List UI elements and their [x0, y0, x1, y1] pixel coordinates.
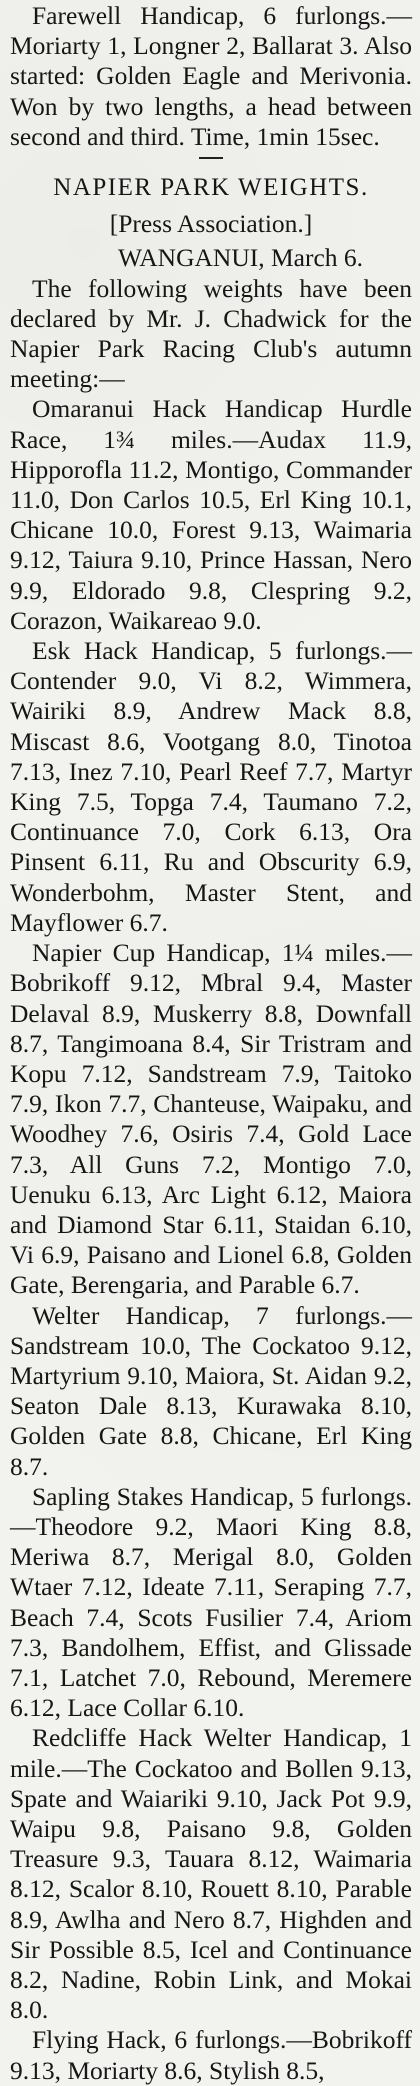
flying-hack-weights: Flying Hack, 6 furlongs.—Bobrikoff 9.13, Moriarty 8.6, Stylish 8.5, — [10, 2025, 412, 2085]
dateline: WANGANUI, March 6. — [118, 243, 364, 273]
esk-hack-weights: Esk Hack Handicap, 5 furlongs.—Contender 9.0, Vi 8.2, Wimmera, Wairiki 8.9, Andrew Mack 8.8, Miscast 8.6, Vootgang 8.0, Tinotoa 7.13, Inez 7.10, Pearl Reef 7.7, Martyr King 7.5, Topga 7.4, Taumano 7.2, Continuance 7.0, Cork 6.13, Ora Pinsent 6.11, Ru and Obscurity 6.9, Wonderbohm, Master Stent, and Mayflower 6.7. — [10, 636, 412, 937]
napier-cup-weights: Napier Cup Handicap, 1¼ miles.—Bobrikoff 9.12, Mbral 9.4, Master Delaval 8.9, Muskerry 8.8, Downfall 8.7, Tangimoana 8.4, Sir Tristram and Kopu 7.12, Sandstream 7.9, Taitoko 7.9, Ikon 7.7, Chanteuse, Waipaku, and Woodhey 7.6, Osiris 7.4, Gold Lace 7.3, All Guns 7.2, Montigo 7.0, Uenuku 6.13, Arc Light 6.12, Maiora and Diamond Star 6.11, Staidan 6.10, Vi 6.9, Paisano and Lionel 6.8, Golden Gate, Berengaria, and Parable 6.7. — [10, 938, 412, 1300]
sapling-stakes-weights: Sapling Stakes Handicap, 5 furlongs.—Theodore 9.2, Maori King 8.8, Meriwa 8.7, Merigal 8.0, Golden Wtaer 7.12, Ideate 7.11, Seraping 7.7, Beach 7.4, Scots Fusilier 7.4, Ariom 7.3, Bandolhem, Effist, and Glissade 7.1, Latchet 7.0, Rebound, Meremere 6.12, Lace Collar 6.10. — [10, 1481, 412, 1723]
omaranui-hurdle-weights: Omaranui Hack Handicap Hurdle Race, 1¾ miles.—Audax 11.9, Hipporofla 11.2, Montigo, Commander 11.0, Don Carlos 10.5, Erl King 10.1, Chicane 10.0, Forest 9.13, Waimaria 9.12, Taiura 9.10, Prince Hassan, Nero 9.9, Eldorado 9.8, Clespring 9.2, Corazon, Waikareao 9.0. — [10, 394, 412, 635]
farewell-handicap-result: Farewell Handicap, 6 furlongs.—Moriarty 1, Longner 2, Ballarat 3. Also started: Golden Eagle and Merivonia. Won by two lengths, a head between second and third. Time, 1min 15sec. — [10, 1, 412, 151]
article-heading: NAPIER PARK WEIGHTS. — [53, 174, 369, 202]
intro-paragraph: The following weights have been declared by Mr. J. Chadwick for the Napier Park Racing Club's autumn meeting:— — [10, 273, 412, 394]
section-divider — [199, 157, 223, 159]
welter-handicap-weights: Welter Handicap, 7 furlongs.—Sandstream 10.0, The Cockatoo 9.12, Martyrium 9.10, Maiora, St. Aidan 9.2, Seaton Dale 8.13, Kurawaka 8.10, Golden Gate 8.8, Chicane, Erl King 8.7. — [10, 1300, 412, 1481]
agency-credit: [Press Association.] — [109, 209, 313, 239]
redcliffe-welter-weights: Redcliffe Hack Welter Handicap, 1 mile.—The Cockatoo and Bollen 9.13, Spate and Waiariki 9.10, Jack Pot 9.9, Waipu 9.8, Paisano 9.8, Golden Treasure 9.3, Tauara 8.12, Waimaria 8.12, Scalor 8.10, Rouett 8.10, Parable 8.9, Awlha and Nero 8.7, Highden and Sir Possible 8.5, Icel and Continuance 8.2, Nadine, Robin Link, and Mokai 8.0. — [10, 1723, 412, 2025]
